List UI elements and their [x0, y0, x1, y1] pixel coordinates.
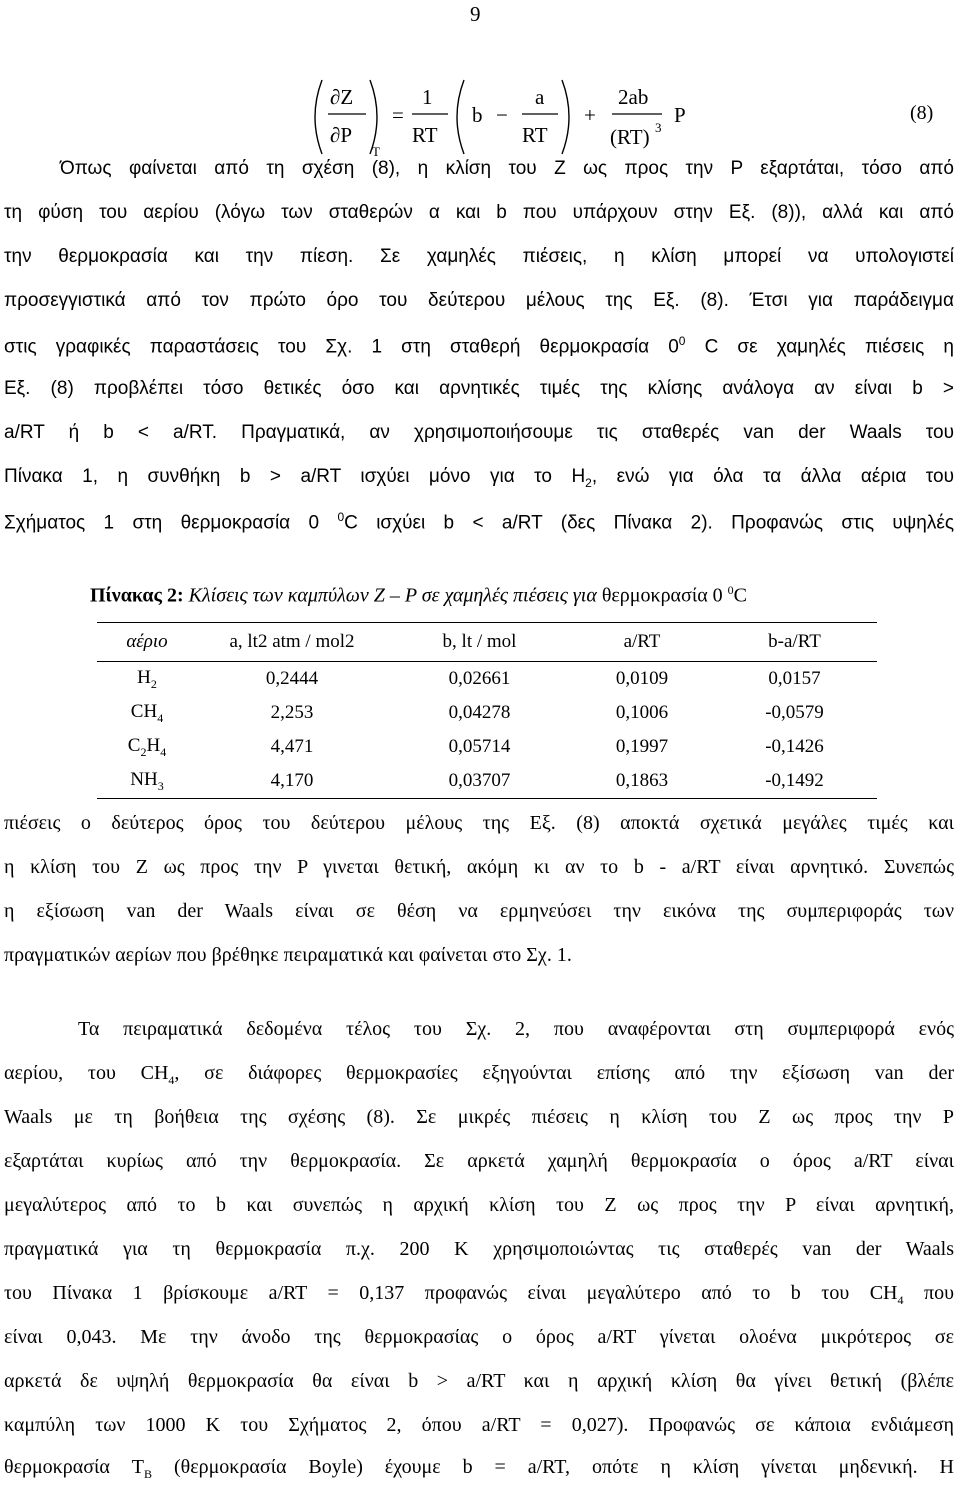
eq-lhs-den: ∂P [330, 123, 353, 147]
col-header-gas: αέριο [97, 623, 197, 662]
text-line: Πίνακα 1, η συνθήκη b > a/RT ισχύει μόνο για το $H_2$, ενώ για όλα τα άλλα αέρια του [4, 466, 954, 490]
text-line: θερμοκρασία $T_B$ (θερμοκρασία Boyle) έχουμε b = a/RT, οπότε η κλίση γίνεται μηδενική. Η [4, 1456, 955, 1481]
cell-b: 0,02661 [448, 668, 511, 689]
text-line: πιέσεις ο δεύτερος όρος του δεύτερου μέλους της Εξ. (8) αποκτά σχετικά μεγάλες τιμές και [4, 812, 954, 834]
eq-equals: = [392, 103, 404, 127]
eq-f1-num: 1 [422, 85, 433, 109]
cell-gas: $CH_4$ [130, 700, 164, 725]
cell-bart: -0,1492 [712, 764, 877, 799]
cell-art: 0,1006 [615, 702, 669, 723]
cell-art: 0,1863 [572, 764, 712, 799]
text-line: η κλίση του Z ως προς την P γινεται θετική, ακόμη κι αν το b - a/RT είναι αρνητικό. Συνεπώς [4, 856, 954, 878]
cell-a: 4,471 [270, 736, 314, 757]
cell-b: 0,04278 [448, 702, 511, 723]
equation-8 [300, 72, 960, 162]
eq-f2-num: a [535, 85, 545, 109]
table-row [97, 764, 877, 799]
text-line: Τα πειραματικά δεδομένα τέλος του Σχ. 2, που αναφέρονται στη συμπεριφορά ενός [78, 1018, 954, 1040]
text-line: εξαρτάται κυρίως από την θερμοκρασία. Σε αρκετά χαμηλή θερμοκρασία ο όρος a/RT είναι [4, 1150, 954, 1172]
text-line: τη φύση του αερίου (λόγω των σταθερών α και b που υπάρχουν στην Εξ. (8)), αλλά και από [4, 202, 954, 223]
table-header-row [97, 623, 877, 662]
col-header-b: b, lt / mol [387, 623, 572, 662]
text-line: είναι 0,043. Με την άνοδο της θερμοκρασίας ο όρος a/RT γίνεται ολοένα μικρότερος σε [4, 1326, 954, 1348]
table-caption: Πίνακας 2: Κλίσεις των καμπύλων Z – P σε χαμηλές πιέσεις για θερμοκρασία 0 $^0$C [90, 583, 748, 607]
cell-b: 0,05714 [448, 736, 511, 757]
cell-art: 0,0109 [615, 668, 669, 689]
text-line: μεγαλύτερος από το b και συνεπώς η αρχική κλίση του Z ως προς την P είναι αρνητική, [4, 1194, 954, 1216]
text-line: Waals με τη βοήθεια της σχέσης (8). Σε μικρές πιέσεις η κλίση του Z ως προς την P [4, 1106, 954, 1128]
cell-a: 4,170 [197, 764, 387, 799]
text-line: καμπύλη των 1000 K του Σχήματος 2, όπου a/RT = 0,027). Προφανώς σε κάποια ενδιάμεση [4, 1414, 954, 1436]
cell-gas: $NH_3$ [97, 764, 197, 799]
col-header-bart: b-a/RT [712, 623, 877, 662]
eq-plus: + [584, 103, 596, 127]
table-row [97, 662, 877, 697]
eq-minus: − [496, 103, 508, 127]
cell-a: 2,253 [270, 702, 314, 723]
eq-lhs-num: ∂Z [330, 85, 354, 109]
text-line: πραγματικά για τη θερμοκρασία π.χ. 200 K χρησιμοποιώντας τις σταθερές van der Waals [4, 1238, 954, 1260]
eq-lhs-sub: T [372, 144, 380, 159]
text-line: στις γραφικές παραστάσεις του Σχ. 1 στη σταθερή θερμοκρασία $0^0$ C σε χαμηλές πιέσεις η [4, 334, 954, 358]
eq-f3-num: 2ab [618, 85, 649, 109]
text-line: πραγματικών αερίων που βρέθηκε πειραματικά και φαίνεται στο Σχ. 1. [4, 944, 572, 966]
text-line: Εξ. (8) προβλέπει τόσο θετικές όσο και αρνητικές τιμές της κλίσης ανάλογα αν είναι b > [4, 378, 954, 399]
cell-bart: -0,0579 [765, 702, 824, 723]
cell-bart: -0,1426 [765, 736, 824, 757]
page-number: 9 [470, 2, 481, 26]
eq-P: P [674, 103, 686, 127]
eq-f3-den: (RT) [610, 125, 650, 149]
col-header-art: a/RT [572, 623, 712, 662]
eq-f3-exp: 3 [655, 120, 662, 135]
cell-gas: $C_2H_4$ [127, 734, 167, 759]
equation-number: (8) [910, 102, 934, 124]
text-line: προσεγγιστικά από τον πρώτο όρο του δεύτερου μέλους της Εξ. (8). Έτσι για παράδειγμα [4, 290, 954, 311]
text-line: αερίου, του $CH_4$, σε διάφορες θερμοκρασίες εξηγούνται επίσης από την εξίσωση van der [4, 1062, 954, 1087]
eq-b: b [472, 103, 483, 127]
text-line: η εξίσωση van der Waals είναι σε θέση να ερμηνεύσει την εικόνα της συμπεριφοράς των [4, 900, 954, 922]
cell-b: 0,03707 [387, 764, 572, 799]
cell-a: 0,2444 [265, 668, 319, 689]
col-header-a: a, lt2 atm / mol2 [197, 623, 387, 662]
cell-art: 0,1997 [615, 736, 669, 757]
eq-f1-den: RT [412, 123, 438, 147]
eq-f2-den: RT [522, 123, 548, 147]
cell-gas: $H_2$ [137, 666, 157, 691]
table-row [97, 696, 877, 730]
table-row [97, 730, 877, 764]
text-line: Σχήματος 1 στη θερμοκρασία 0 $^0$C ισχύει b < a/RT (δες Πίνακα 2). Προφανώς στις υψηλές [4, 510, 954, 534]
text-line: αρκετά δε υψηλή θερμοκρασία θα είναι b > a/RT και η αρχική κλίση θα γίνει θετική (βλέπε [4, 1370, 954, 1392]
gas-table [97, 622, 877, 799]
text-line: Όπως φαίνεται από τη σχέση (8), η κλίση του Ζ ως προς την P εξαρτάται, τόσο από [60, 158, 954, 179]
cell-bart: 0,0157 [768, 668, 821, 689]
text-line: του Πίνακα 1 βρίσκουμε a/RT = 0,137 προφανώς είναι μεγαλύτερο από το b του $CH_4$ που [4, 1282, 954, 1307]
text-line: την θερμοκρασία και την πίεση. Σε χαμηλές πιέσεις, η κλίση μπορεί να υπολογιστεί [4, 246, 954, 267]
text-line: a/RT ή b < a/RT. Πραγματικά, αν χρησιμοποιήσουμε τις σταθερές van der Waals του [4, 422, 954, 443]
